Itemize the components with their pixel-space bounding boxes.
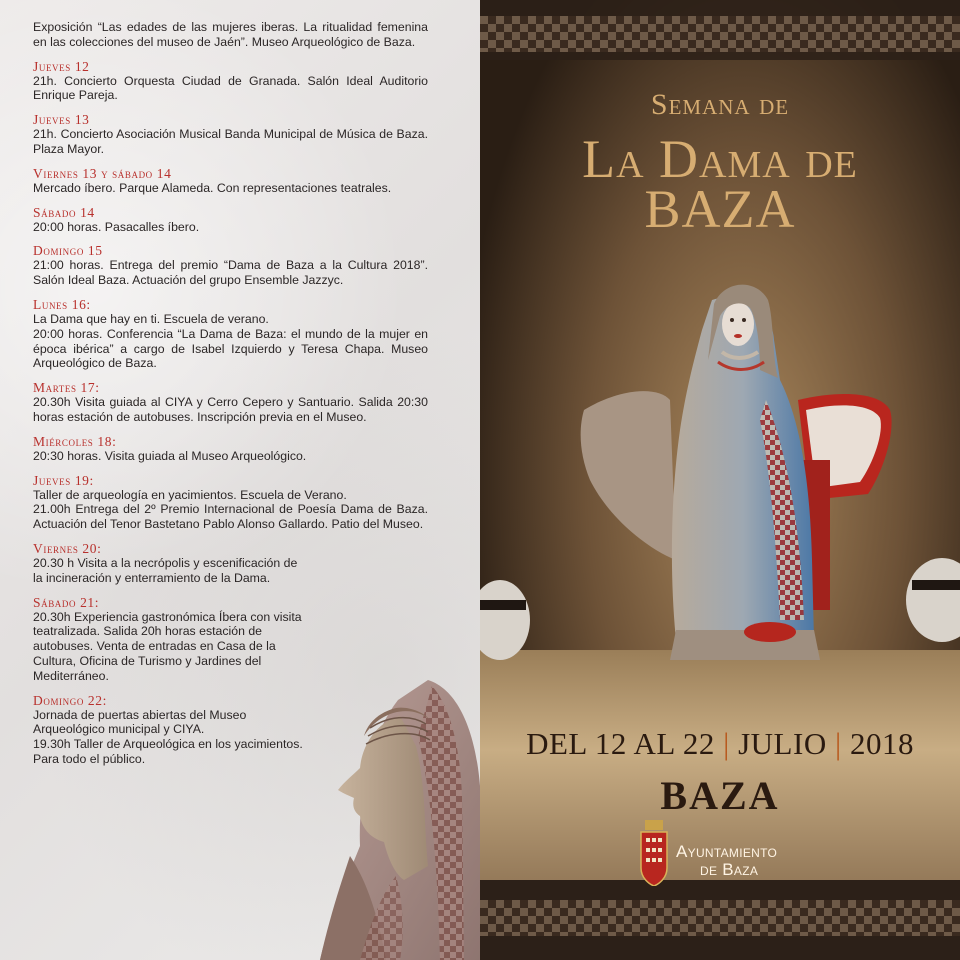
checker-border-top xyxy=(480,16,960,52)
entry-title: Martes 17: xyxy=(33,380,100,396)
entry-title: Jueves 12 xyxy=(33,58,90,74)
poster-title-line2: BAZA xyxy=(644,179,796,239)
poster-city: BAZA xyxy=(660,773,780,818)
entry-text: 21:00 horas. Entrega del premio “Dama de Baza a la Cultura 2018”. Salón Ideal Baza. Actuación del grupo Ensemble Jazzyc. xyxy=(33,258,428,288)
dama-statue-image xyxy=(480,260,960,700)
entry-title: Miércoles 18: xyxy=(33,433,117,449)
program-entry-viernes-13-sabado-14 xyxy=(33,166,428,196)
entry-title: Domingo 15 xyxy=(33,243,103,259)
entry-text: 19.30h Taller de Arqueológica en los yacimientos. Para todo el público. xyxy=(33,737,303,766)
exhibition-intro: Exposición “Las edades de las mujeres iberas. La ritualidad femenina en las colecciones del museo de Jaén”. Museo Arqueológico de Baza. xyxy=(33,20,428,49)
entry-text: 21h. Concierto Orquesta Ciudad de Granada. Salón Ideal Auditorio Enrique Pareja. xyxy=(33,73,428,103)
entry-text: 20:00 horas. Pasacalles íbero. xyxy=(33,219,200,234)
council-town: de Baza xyxy=(700,860,759,879)
program-entry-sabado-14 xyxy=(33,205,428,235)
program-entry-lunes-16 xyxy=(33,297,428,371)
council-name: Ayuntamiento xyxy=(676,842,778,861)
poster-pre-title: Semana de xyxy=(650,88,790,121)
program-entry-domingo-15 xyxy=(33,243,428,288)
program-entry-miercoles-18 xyxy=(33,434,428,464)
dates-separator: | xyxy=(834,726,842,761)
entry-text: 20:00 horas. Conferencia “La Dama de Baza: el mundo de la mujer en época ibérica” a cargo de Isabel Izquierdo y Teresa Chapa. Museo Arqueológico de Baza. xyxy=(33,326,428,371)
program-entry-sabado-21 xyxy=(33,595,428,684)
poster-title-line1: La Dama de xyxy=(582,129,858,189)
coat-of-arms-icon xyxy=(639,820,669,886)
entry-text: 21.00h Entrega del 2º Premio Internacional de Poesía Dama de Baza. Actuación del Tenor Bastetano Pablo Alonso Gallardo. Patio del Museo. xyxy=(33,502,428,532)
entry-text: 20.30h Experiencia gastronómica Íbera con visita teatralizada. Salida 20h horas estación de autobuses. Venta de entradas en Casa de la Cultura, Oficina de Turismo y Jardines del Mediterráneo. xyxy=(33,609,302,683)
poster-panel xyxy=(480,0,960,960)
dates-range: DEL 12 AL 22 xyxy=(526,726,715,761)
entry-title: Jueves 13 xyxy=(33,112,90,128)
festival-dates xyxy=(480,726,960,762)
entry-text: 21h. Concierto Asociación Musical Banda Municipal de Música de Baza. Plaza Mayor. xyxy=(33,127,428,156)
entry-text: 20.30 h Visita a la necrópolis y escenificación de la incineración y enterramiento de la Dama. xyxy=(33,555,298,585)
entry-title: Lunes 16: xyxy=(33,296,91,312)
entry-title: Sábado 21: xyxy=(33,594,100,610)
program-entry-jueves-12 xyxy=(33,59,428,104)
entry-text: Taller de arqueología en yacimientos. Escuela de Verano. xyxy=(33,487,347,502)
program-entry-martes-17 xyxy=(33,380,428,425)
dates-separator: | xyxy=(723,726,730,761)
entry-text: Mercado íbero. Parque Alameda. Con representaciones teatrales. xyxy=(33,180,392,195)
entry-text: 20:30 horas. Visita guiada al Museo Arqueológico. xyxy=(33,448,307,463)
program-entry-jueves-19 xyxy=(33,473,428,532)
dates-month: JULIO xyxy=(738,726,827,761)
dama-bust-image xyxy=(300,676,480,960)
entry-text: 20.30h Visita guiada al CIYA y Cerro Cepero y Santuario. Salida 20:30 horas estación de autobuses. Inscripción previa en el Museo. xyxy=(33,395,428,424)
entry-title: Viernes 13 y sábado 14 xyxy=(33,165,172,181)
program-entry-viernes-20 xyxy=(33,541,428,586)
entry-title: Viernes 20: xyxy=(33,540,102,556)
program-entry-jueves-13 xyxy=(33,112,428,157)
entry-title: Sábado 14 xyxy=(33,204,95,220)
entry-title: Jueves 19: xyxy=(33,472,94,488)
program-list xyxy=(33,20,428,767)
checker-border-bottom xyxy=(480,900,960,936)
council-logo-text xyxy=(676,843,777,879)
entry-text: Jornada de puertas abiertas del Museo Arqueológico municipal y CIYA. xyxy=(33,707,247,737)
entry-text: La Dama que hay en ti. Escuela de verano. xyxy=(33,311,269,326)
dates-year: 2018 xyxy=(849,726,914,761)
entry-title: Domingo 22: xyxy=(33,692,107,708)
